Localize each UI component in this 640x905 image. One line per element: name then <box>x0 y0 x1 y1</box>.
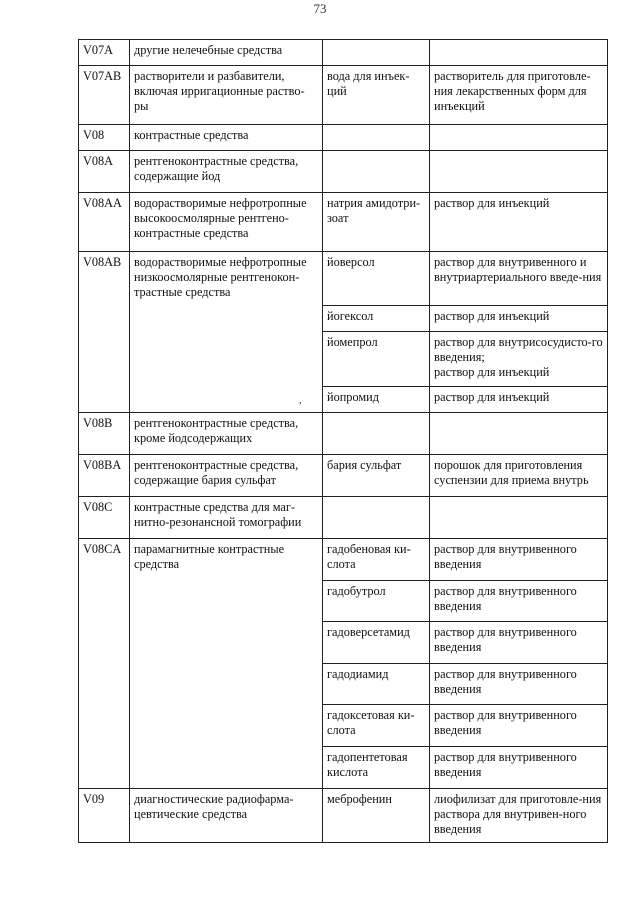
drug-name <box>323 151 430 193</box>
drug-name: йогексол <box>323 306 430 332</box>
drug-name: гадодиамид <box>323 664 430 705</box>
drug-name: йоверсол <box>323 252 430 306</box>
group-name: контрастные средства <box>130 125 323 151</box>
drug-name: йомепрол <box>323 332 430 387</box>
drug-name <box>323 413 430 455</box>
dosage-form: лиофилизат для приготовле-ния раствора для внутривен-ного введения <box>430 789 608 843</box>
atc-code: V08C <box>79 497 130 539</box>
group-name: контрастные средства для маг-нитно-резонансной томографии <box>130 497 323 539</box>
dosage-form: раствор для внутривенного введения <box>430 747 608 789</box>
drug-name: меброфенин <box>323 789 430 843</box>
dosage-form: раствор для внутривенного и внутриартериального введе-ния <box>430 252 608 306</box>
table-row <box>79 455 608 497</box>
dosage-form: порошок для приготовления суспензии для приема внутрь <box>430 455 608 497</box>
table-row <box>79 413 608 455</box>
group-name: рентгеноконтрастные средства, кроме йодсодержащих <box>130 413 323 455</box>
dosage-form: раствор для внутривенного введения <box>430 539 608 581</box>
group-name: рентгеноконтрастные средства, содержащие йод <box>130 151 323 193</box>
dosage-form <box>430 125 608 151</box>
drug-name: йопромид <box>323 387 430 413</box>
table-row <box>79 125 608 151</box>
atc-code: V08A <box>79 151 130 193</box>
table-row <box>79 539 608 581</box>
atc-code: V08BA <box>79 455 130 497</box>
group-name: другие нелечебные средства <box>130 40 323 66</box>
dosage-form: раствор для внутривенного введения <box>430 581 608 622</box>
dosage-form: растворитель для приготовле-ния лекарственных форм для инъекций <box>430 66 608 125</box>
drug-name: вода для инъек-ций <box>323 66 430 125</box>
atc-code: V08AA <box>79 193 130 252</box>
dosage-form <box>430 497 608 539</box>
table-row <box>79 789 608 843</box>
atc-code: V09 <box>79 789 130 843</box>
dosage-form: раствор для внутривенного введения <box>430 622 608 664</box>
group-name: водорастворимые нефротропные высокоосмолярные рентгено-контрастные средства <box>130 193 323 252</box>
table-row <box>79 497 608 539</box>
table-row <box>79 151 608 193</box>
drug-name: натрия амидотри-зоат <box>323 193 430 252</box>
drug-classification-table <box>78 39 608 843</box>
atc-code: V08B <box>79 413 130 455</box>
drug-name: бария сульфат <box>323 455 430 497</box>
drug-name: гадобутрол <box>323 581 430 622</box>
stray-comma-mark: , <box>299 394 302 406</box>
dosage-form <box>430 151 608 193</box>
drug-name <box>323 40 430 66</box>
group-name: рентгеноконтрастные средства, содержащие бария сульфат <box>130 455 323 497</box>
group-name: растворители и разбавители, включая ирригационные раство-ры <box>130 66 323 125</box>
dosage-form <box>430 40 608 66</box>
atc-code: V08AB <box>79 252 130 413</box>
table-row <box>79 252 608 306</box>
drug-name: гадоксетовая ки-слота <box>323 705 430 747</box>
group-name: диагностические радиофарма-цевтические средства <box>130 789 323 843</box>
dosage-form: раствор для внутривенного введения <box>430 705 608 747</box>
dosage-form <box>430 413 608 455</box>
table-row <box>79 66 608 125</box>
drug-name: гадопентетовая кислота <box>323 747 430 789</box>
dosage-form: раствор для внутривенного введения <box>430 664 608 705</box>
page-number: 73 <box>313 1 327 16</box>
atc-code: V08 <box>79 125 130 151</box>
drug-name <box>323 125 430 151</box>
dosage-form: раствор для инъекций <box>430 306 608 332</box>
dosage-form: раствор для инъекций <box>430 193 608 252</box>
atc-code: V07AB <box>79 66 130 125</box>
drug-name: гадоверсетамид <box>323 622 430 664</box>
table-row <box>79 193 608 252</box>
group-name: водорастворимые нефротропные низкоосмолярные рентгенокон-трастные средства <box>130 252 323 413</box>
atc-code: V07A <box>79 40 130 66</box>
drug-name: гадобеновая ки-слота <box>323 539 430 581</box>
dosage-form: раствор для внутрисосудисто-го введения; раствор для инъекций <box>430 332 608 387</box>
table-row <box>79 40 608 66</box>
drug-name <box>323 497 430 539</box>
group-name: парамагнитные контрастные средства <box>130 539 323 789</box>
atc-code: V08CA <box>79 539 130 789</box>
dosage-form: раствор для инъекций <box>430 387 608 413</box>
